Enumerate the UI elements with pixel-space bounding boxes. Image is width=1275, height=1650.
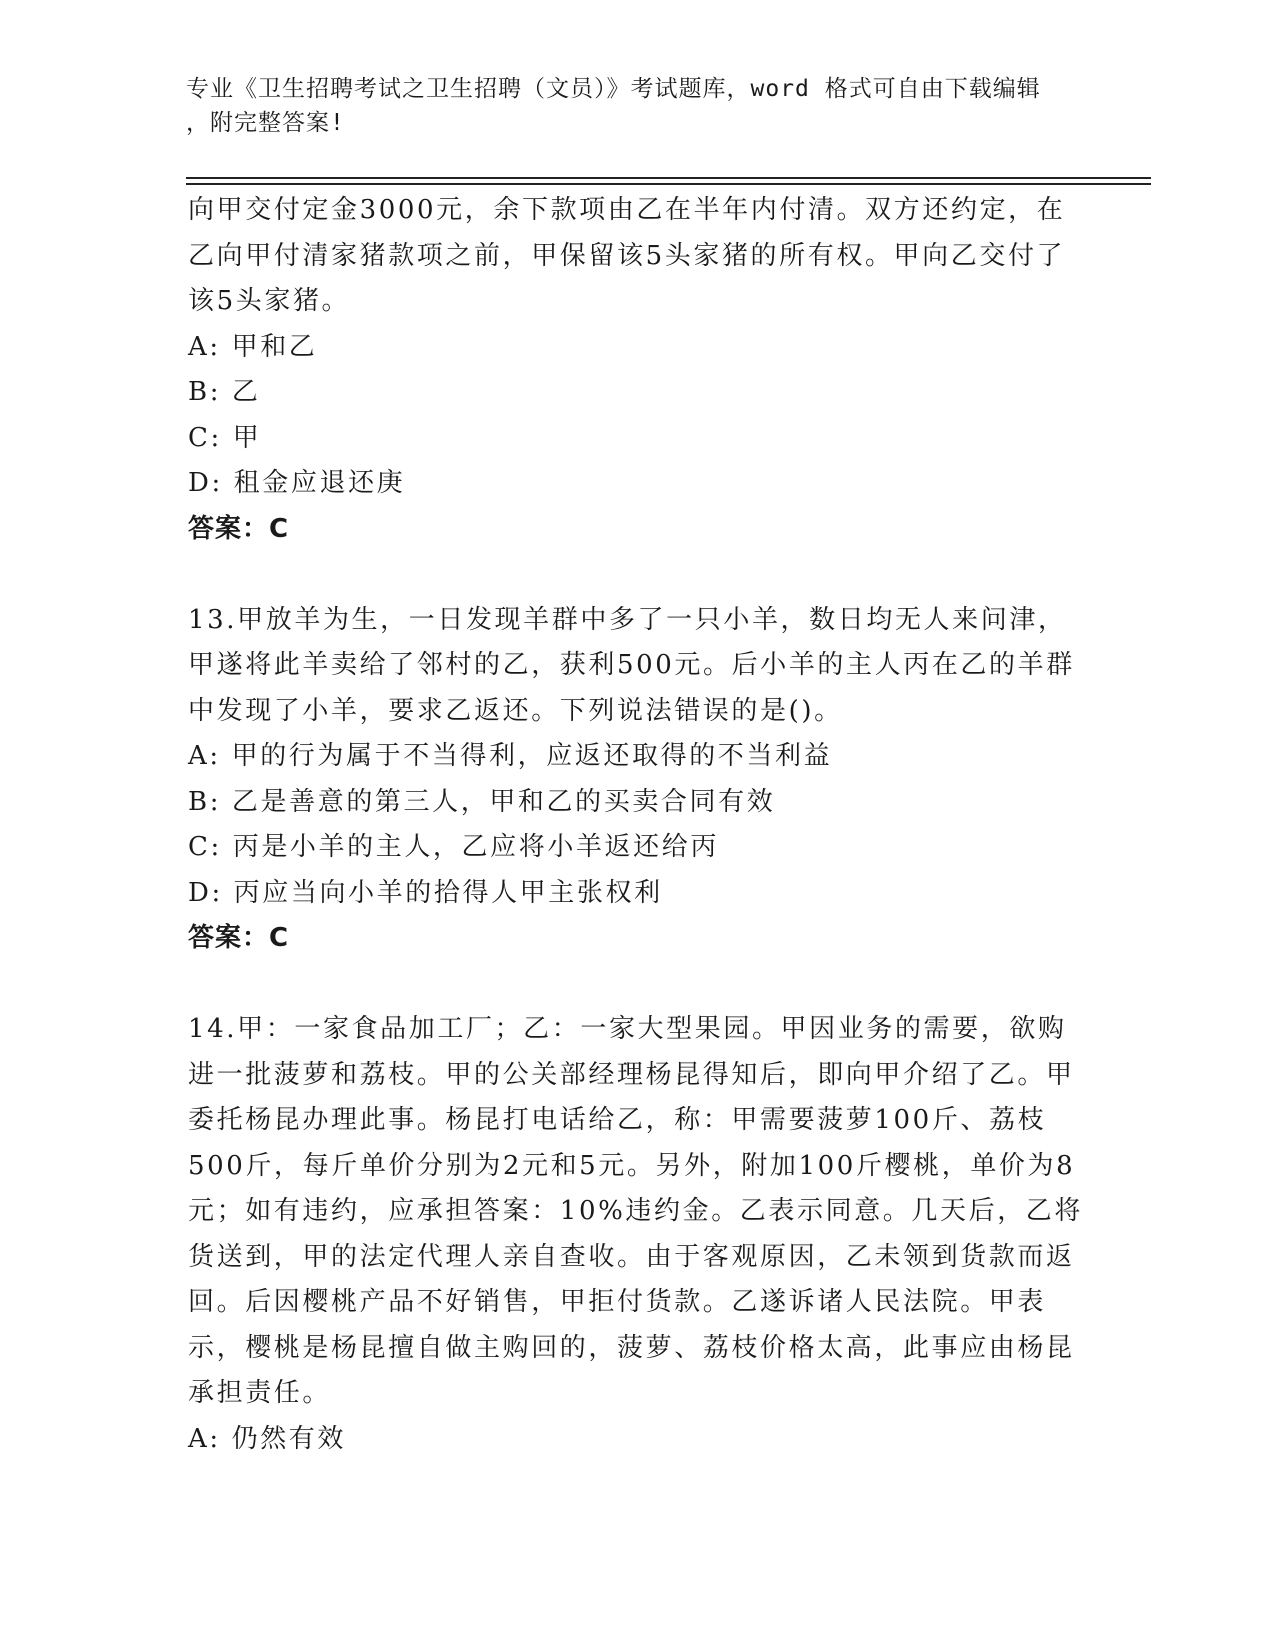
option-d: D: 租金应退还庚 <box>188 468 406 498</box>
header-divider-top <box>186 177 1151 179</box>
option-c: C: 甲 <box>188 422 262 453</box>
question-text: 向甲交付定金3000元，余下款项由乙在半年内付清。双方还约定，在乙向甲付清家猪款项之前，甲保留该5头家猪的所有权。甲向乙交付了该5头家猪。 <box>188 195 1066 316</box>
option-a: A: 仍然有效 <box>188 1423 347 1454</box>
answer-label: 答案：C <box>188 513 290 544</box>
option-b: B: 乙是善意的第三人，甲和乙的买卖合同有效 <box>188 786 776 817</box>
option-a: A: 甲的行为属于不当得利，应返还取得的不当利益 <box>188 741 833 771</box>
header-title-line-1: 专业《卫生招聘考试之卫生招聘（文员）》考试题库，word 格式可自由下载编辑 <box>186 76 1041 102</box>
option-b: B: 乙 <box>188 377 261 407</box>
question-14 <box>188 1007 1088 1462</box>
option-c: C: 丙是小羊的主人，乙应将小羊返还给丙 <box>188 832 719 862</box>
spacer <box>188 962 1088 1008</box>
question-13 <box>188 598 1088 962</box>
header-title-line-2: ，附完整答案! <box>186 110 345 136</box>
question-12-continued <box>188 188 1088 552</box>
document-header <box>186 72 1066 140</box>
header-divider-bottom <box>186 183 1151 185</box>
spacer <box>188 552 1088 598</box>
question-text: 13.甲放羊为生，一日发现羊群中多了一只小羊，数日均无人来问津，甲遂将此羊卖给了邻村的乙，获利500元。后小羊的主人丙在乙的羊群中发现了小羊，要求乙返还。下列说法错误的是()。 <box>188 604 1075 726</box>
question-content <box>188 188 1088 1462</box>
question-text: 14.甲：一家食品加工厂；乙：一家大型果园。甲因业务的需要，欲购进一批菠萝和荔枝。甲的公关部经理杨昆得知后，即向甲介绍了乙。甲委托杨昆办理此事。杨昆打电话给乙，称：甲需要菠萝100斤、荔枝500斤，每斤单价分别为2元和5元。另外，附加100斤樱桃，单价为8元；如有违约，应承担答案：10%违约金。乙表示同意。几天后，乙将货送到，甲的法定代理人亲自查收。由于客观原因，乙未领到货款而返回。后因樱桃产品不好销售，甲拒付货款。乙遂诉诸人民法院。甲表示，樱桃是杨昆擅自做主购回的，菠萝、荔枝价格太高，此事应由杨昆承担责任。 <box>188 1014 1083 1408</box>
answer-label: 答案：C <box>188 923 290 953</box>
option-a: A: 甲和乙 <box>188 331 318 362</box>
option-d: D: 丙应当向小羊的拾得人甲主张权利 <box>188 877 663 908</box>
